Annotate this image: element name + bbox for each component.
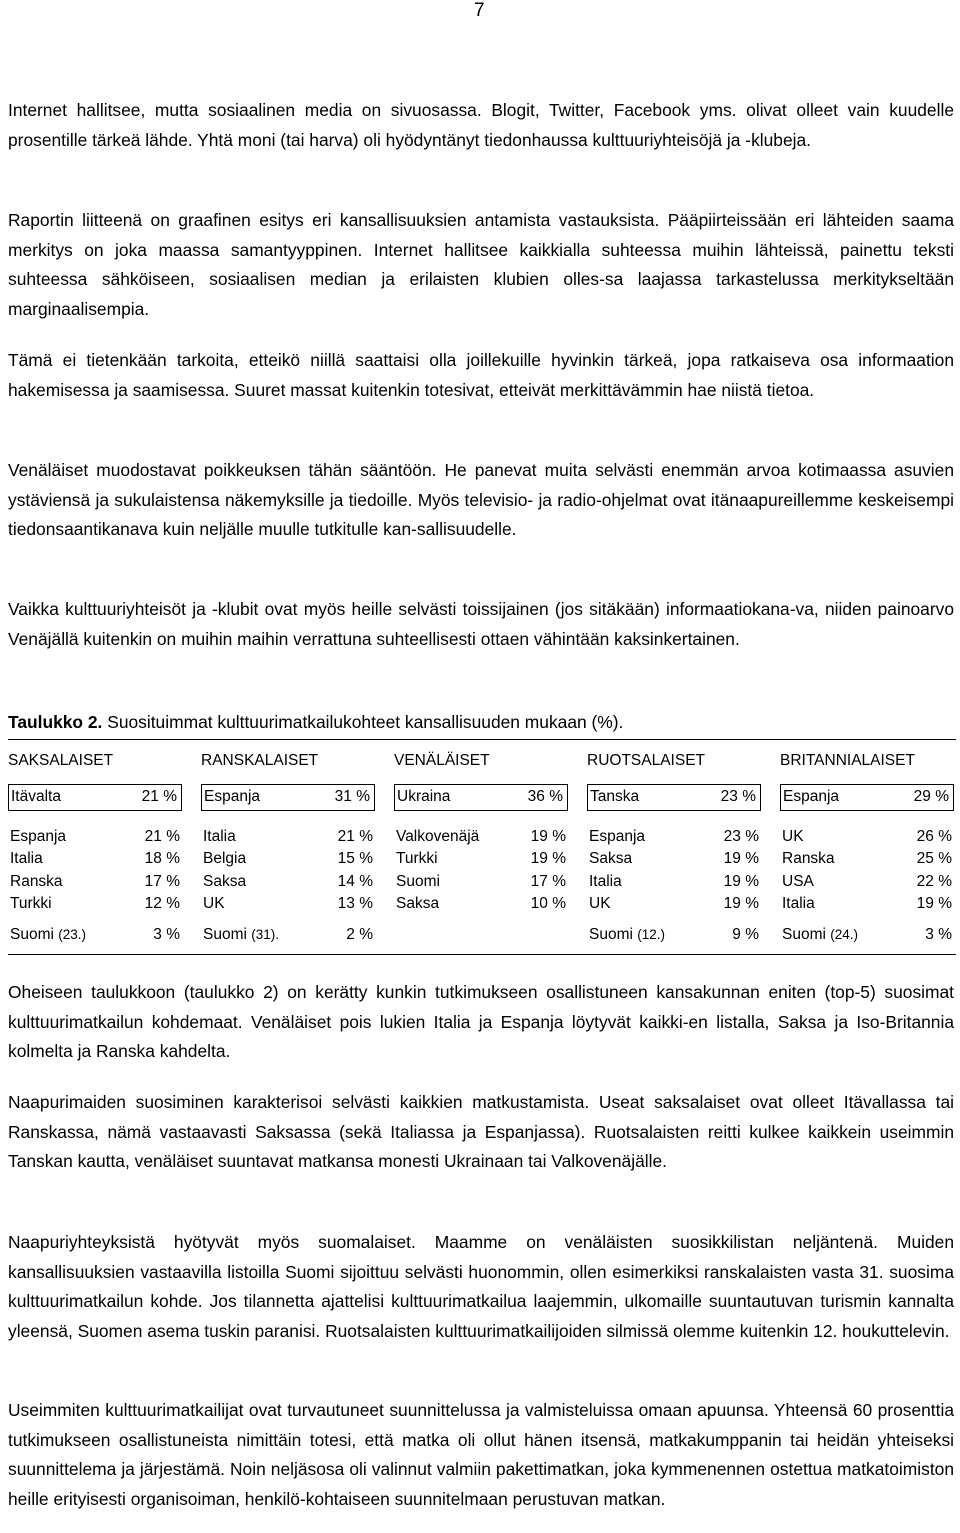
- percentage: 22 %: [916, 873, 952, 890]
- country-name: Ranska: [782, 850, 835, 867]
- country-name: Espanja: [204, 788, 261, 805]
- paragraph-table-intro: Oheiseen taulukkoon (taulukko 2) on kerätty kunkin tutkimukseen osallistuneen kansakunnan eniten (top-5) suosimat kulttuurimatkailun kohdemaat. Venäläiset pois lukien Italia ja Espanja löytyvät kaikki-en listalla, Saksa ja Iso-Britannia kolmelta ja Ranska kahdelta.: [8, 982, 954, 1062]
- table-caption: [8, 708, 623, 737]
- table-top-rule: [8, 739, 956, 740]
- finland-rank-row: [587, 926, 763, 948]
- top-destination-row: [8, 784, 182, 811]
- column-header: RANSKALAISET: [201, 752, 319, 769]
- destination-row: [780, 873, 956, 895]
- percentage: 12 %: [144, 895, 180, 912]
- percentage: 26 %: [916, 828, 952, 845]
- country-name: Italia: [10, 850, 43, 867]
- destination-row: [587, 895, 763, 917]
- percentage: 19 %: [530, 828, 566, 845]
- table-bottom-rule: [8, 954, 956, 955]
- paragraph-finland: Naapuriyhteyksistä hyötyvät myös suomalaiset. Maamme on venäläisten suosikkilistan neljäntenä. Muiden kansallisuuksien vastaavilla listoilla Suomi sijoittuu selvästi huonommin, ollen esimerkiksi ranskalaisten vasta 31. suosima kulttuurimatkailun kohde. Jos tilannetta ajattelisi kulttuurimatkailua laajemmin, ulkomaille suuntautuvan turismin kannalta yleensä, Suomen asema tuskin paranisi. Ruotsalaisten kulttuurimatkailijoiden silmissä olemme kuitenkin 12. houkuttelevin.: [8, 1232, 954, 1341]
- percentage: 15 %: [337, 850, 373, 867]
- country-name: Espanja: [10, 828, 67, 845]
- destination-row: [780, 850, 956, 872]
- country-name: Turkki: [396, 850, 438, 867]
- country-name: Tanska: [590, 788, 640, 805]
- percentage: 19 %: [723, 873, 759, 890]
- column-header: SAKSALAISET: [8, 752, 114, 769]
- country-name: Saksa: [203, 873, 247, 890]
- percentage: 14 %: [337, 873, 373, 890]
- finland-percentage: 9 %: [732, 926, 759, 943]
- column-header: BRITANNIALAISET: [780, 752, 915, 769]
- paragraph-social-media: Internet hallitsee, mutta sosiaalinen media on sivuosassa. Blogit, Twitter, Facebook yms. olivat olleet vain kuudelle prosentille tärkeä lähde. Yhtä moni (tai harva) oli hyödyntänyt tiedonhaussa kulttuuriyhteisöjä ja -klubeja.: [8, 100, 954, 150]
- destination-row: [201, 828, 377, 850]
- finland-label: [589, 926, 665, 944]
- destination-row: [8, 873, 184, 895]
- paragraph-russians: Venäläiset muodostavat poikkeuksen tähän sääntöön. He panevat muita selvästi enemmän arvoa kotimaassa asuvien ystäviensä ja sukulaistensa näkemyksille ja tiedoille. Myös televisio- ja radio-ohjelmat ovat itänaapureillemme keskeisempi tiedonsaantikanava kuin neljälle muulle tutkitulle kan-sallisuudelle.: [8, 460, 954, 540]
- percentage: 23 %: [720, 788, 756, 805]
- country-name: Espanja: [783, 788, 840, 805]
- percentage: 18 %: [144, 850, 180, 867]
- country-name: UK: [589, 895, 611, 912]
- country-name: Valkovenäjä: [396, 828, 480, 845]
- finland-rank-row: [201, 926, 377, 948]
- percentage: 31 %: [334, 788, 370, 805]
- percentage: 19 %: [530, 850, 566, 867]
- percentage: 17 %: [530, 873, 566, 890]
- country-name: Turkki: [10, 895, 52, 912]
- country-name: Espanja: [589, 828, 646, 845]
- table-column: [201, 752, 377, 952]
- paragraph-importance: Tämä ei tietenkään tarkoita, etteikö niillä saattaisi olla joillekuille hyvinkin tärkeä, jopa ratkaiseva osa informaation hakemisessa ja saamisessa. Suuret massat kuitenkin totesivat, etteivät merkittävämmin hae niistä tietoa.: [8, 350, 954, 400]
- destination-row: [587, 828, 763, 850]
- percentage: 29 %: [913, 788, 949, 805]
- destination-row: [780, 895, 956, 917]
- finland-name: Suomi: [782, 926, 826, 943]
- finland-rank: (24.): [830, 927, 859, 942]
- table-column: [8, 752, 184, 952]
- finland-rank: (12.): [637, 927, 666, 942]
- destination-row: [201, 873, 377, 895]
- table-caption-text: Suosituimmat kulttuurimatkailukohteet kansallisuuden mukaan (%).: [102, 712, 624, 732]
- finland-rank-row: [780, 926, 956, 948]
- finland-label: [203, 926, 279, 944]
- percentage: 13 %: [337, 895, 373, 912]
- percentage: 36 %: [527, 788, 563, 805]
- percentage: 19 %: [916, 895, 952, 912]
- paragraph-report-appendix: Raportin liitteenä on graafinen esitys eri kansallisuuksien antamista vastauksista. Pääpiirteissään eri lähteiden saama merkitys on joka maassa samantyyppinen. Internet hallitsee kaikkialla suhteessa muihin lähteissä, painettu teksti suhteessa sähköiseen, sosiaalisen median ja erilaisten klubien olles-sa laajassa tarkastelussa merkitykseltään marginaalisempia.: [8, 210, 954, 319]
- percentage: 10 %: [530, 895, 566, 912]
- table-column: [780, 752, 956, 952]
- country-name: Belgia: [203, 850, 247, 867]
- page-number: 7: [474, 0, 485, 21]
- country-name: Saksa: [396, 895, 440, 912]
- table-column: [394, 752, 570, 952]
- percentage: 17 %: [144, 873, 180, 890]
- finland-rank: (31).: [251, 927, 280, 942]
- percentage: 21 %: [141, 788, 177, 805]
- finland-name: Suomi: [203, 926, 247, 943]
- country-name: USA: [782, 873, 814, 890]
- destination-row: [394, 873, 570, 895]
- country-name: Suomi: [396, 873, 440, 890]
- percentage: 19 %: [723, 850, 759, 867]
- top-destination-row: [780, 784, 954, 811]
- finland-percentage: 3 %: [925, 926, 952, 943]
- column-header: VENÄLÄISET: [394, 752, 490, 769]
- paragraph-clubs: Vaikka kulttuuriyhteisöt ja -klubit ovat myös heille selvästi toissijainen (jos sitäkään) informaatiokana-va, niiden painoarvo Venäjällä kuitenkin on muihin maihin verrattuna suhteellisesti ottaen vähintään kaksinkertainen.: [8, 599, 954, 649]
- percentage: 21 %: [144, 828, 180, 845]
- finland-percentage: 2 %: [346, 926, 373, 943]
- destination-row: [394, 895, 570, 917]
- destination-row: [8, 850, 184, 872]
- top-destination-row: [587, 784, 761, 811]
- country-name: Ukraina: [397, 788, 451, 805]
- finland-rank-row: [8, 926, 184, 948]
- country-name: Italia: [782, 895, 815, 912]
- country-name: UK: [782, 828, 804, 845]
- top-destination-row: [394, 784, 568, 811]
- destination-row: [8, 895, 184, 917]
- destination-row: [8, 828, 184, 850]
- country-name: Itävalta: [11, 788, 61, 805]
- country-name: Italia: [589, 873, 622, 890]
- finland-label: [10, 926, 86, 944]
- percentage: 21 %: [337, 828, 373, 845]
- percentage: 23 %: [723, 828, 759, 845]
- country-name: Saksa: [589, 850, 633, 867]
- finland-name: Suomi: [10, 926, 54, 943]
- table-caption-label: Taulukko 2.: [8, 712, 103, 732]
- top-destination-row: [201, 784, 375, 811]
- country-name: Italia: [203, 828, 236, 845]
- paragraph-neighbours: Naapurimaiden suosiminen karakterisoi selvästi kaikkien matkustamista. Useat saksalaiset ovat olleet Itävallassa tai Ranskassa, nämä vastaavasti Saksassa (sekä Italiassa ja Espanjassa). Ruotsalaisten reitti kulkee kaikkein useimmin Tanskan kautta, venäläiset suuntavat matkansa monesti Ukrainaan tai Valkovenäjälle.: [8, 1092, 954, 1172]
- percentage: 19 %: [723, 895, 759, 912]
- paragraph-planning: Useimmiten kulttuurimatkailijat ovat turvautuneet suunnittelussa ja valmisteluissa omaan apuunsa. Yhteensä 60 prosenttia tutkimukseen osallistuneista nimittäin totesi, että matka oli ollut hänen itsensä, matkakumppanin tai heidän yhteiseksi suunnittelema ja järjestämä. Noin neljäsosa oli valinnut valmiin pakettimatkan, joka kymmenennen ostettua matkatoimiston heille erityisesti organisoiman, henkilö-kohtaiseen suunnitelmaan perustuvan matkan.: [8, 1400, 954, 1509]
- country-name: Ranska: [10, 873, 63, 890]
- finland-label: [782, 926, 858, 944]
- country-name: UK: [203, 895, 225, 912]
- destination-row: [394, 828, 570, 850]
- finland-rank: (23.): [58, 927, 87, 942]
- destination-row: [201, 895, 377, 917]
- column-header: RUOTSALAISET: [587, 752, 705, 769]
- destination-row: [780, 828, 956, 850]
- destination-row: [587, 873, 763, 895]
- finland-name: Suomi: [589, 926, 633, 943]
- table-column: [587, 752, 763, 952]
- destination-row: [587, 850, 763, 872]
- percentage: 25 %: [916, 850, 952, 867]
- finland-percentage: 3 %: [153, 926, 180, 943]
- destination-row: [394, 850, 570, 872]
- destination-row: [201, 850, 377, 872]
